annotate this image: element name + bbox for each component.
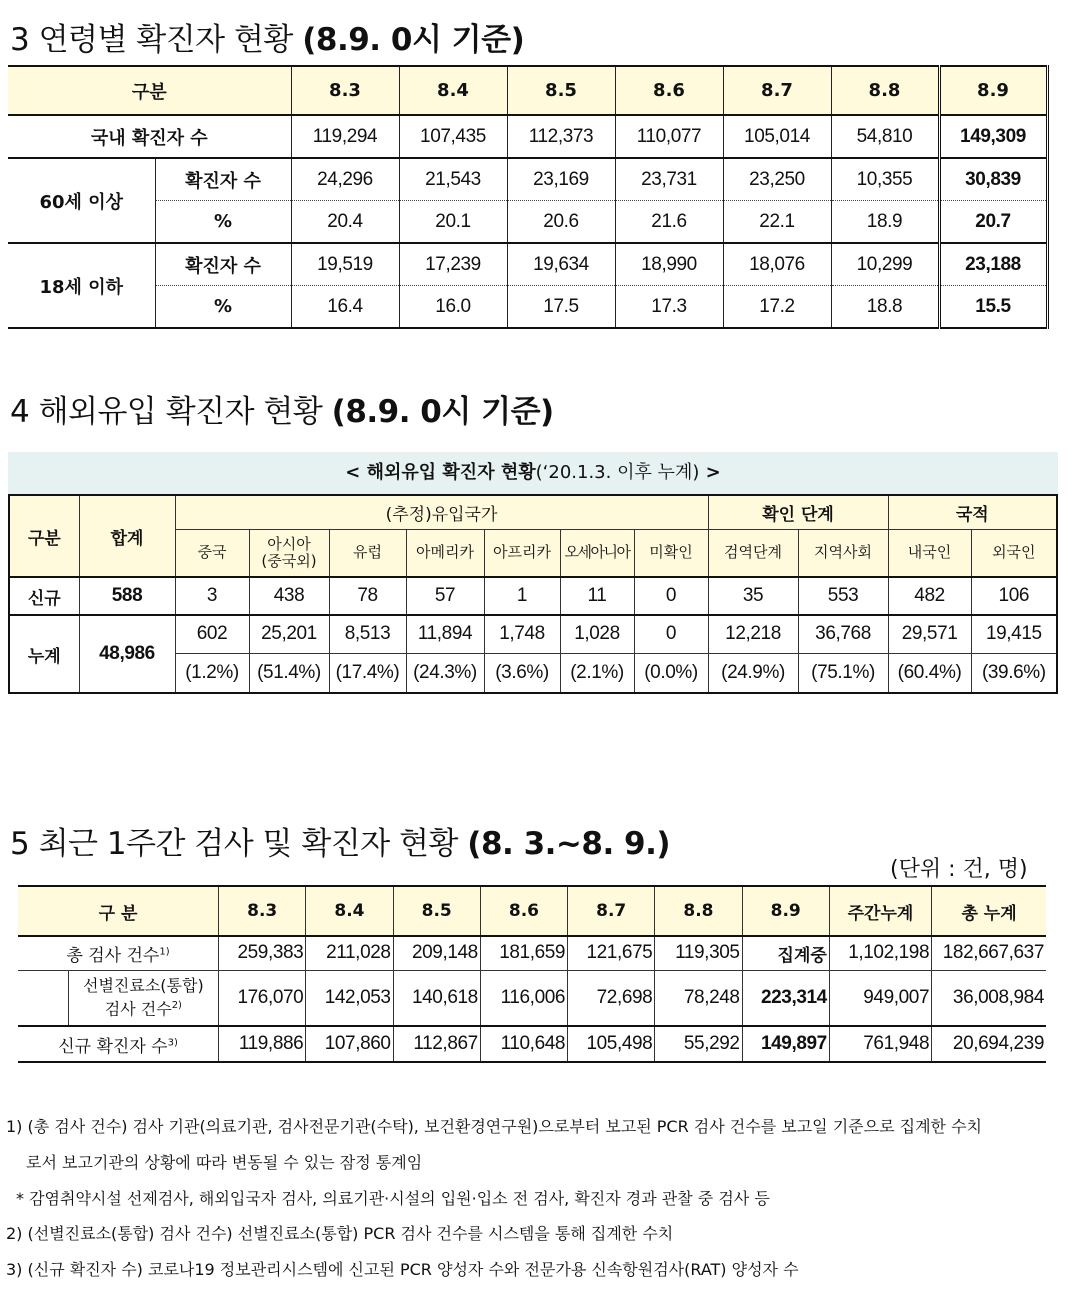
col-foreigner: 외국인 [971,529,1057,577]
col-date: 8.5 [393,886,480,936]
cell: 761,948 [829,1026,931,1062]
table-row [9,577,1057,615]
col-unknown: 미확인 [634,529,708,577]
cell: (51.4%) [249,653,329,693]
table-row [8,201,1047,244]
cell: 949,007 [829,970,931,1026]
cell: 22.1 [723,201,831,244]
col-america: 아메리카 [406,529,484,577]
cell: 149,897 [742,1026,829,1062]
row-label: 신규 [9,577,79,615]
col-date: 8.8 [655,886,742,936]
table-row [8,158,1047,201]
cell: 17,239 [399,243,507,286]
col-date: 8.9 [742,886,829,936]
cell: 16.4 [291,286,399,329]
cell: 1 [484,577,560,615]
imported-table-caption: < 해외유입 확진자 현황(‘20.1.3. 이후 누계) > [8,452,1058,494]
col-date: 8.4 [399,66,507,115]
age-confirmed-table [8,65,1049,329]
cell: 3 [175,577,249,615]
cell: 18,076 [723,243,831,286]
cell: 17.2 [723,286,831,329]
cell: 19,415 [971,615,1057,653]
cell: 36,768 [798,615,888,653]
col-oceania: 오세아니아 [560,529,634,577]
footnote-1: 1) (총 검사 건수) 검사 기관(의료기관, 검사전문기관(수탁), 보건환경연구원)으로부터 보고된 PCR 검사 건수를 보고일 기준으로 집계한 수치 [6,1117,982,1136]
cell: 107,860 [306,1026,393,1062]
cell: 집계중 [742,936,829,970]
col-date: 8.5 [507,66,615,115]
cell: 19,519 [291,243,399,286]
cell: 21.6 [615,201,723,244]
row-label: 신규 확진자 수$^{3)}$ [18,1026,219,1062]
cell: 8,513 [329,615,406,653]
cell: 107,435 [399,115,507,158]
cell: 1,028 [560,615,634,653]
cell: (60.4%) [888,653,971,693]
cell: 1,748 [484,615,560,653]
cell: 112,867 [393,1026,480,1062]
cell: 116,006 [480,970,567,1026]
cell: 0 [634,577,708,615]
col-stage-group: 확인 단계 [708,495,888,529]
cell: (2.1%) [560,653,634,693]
cell: 11 [560,577,634,615]
col-date: 8.3 [219,886,306,936]
header-row [18,886,1046,936]
col-nation-group: 국적 [888,495,1057,529]
row-label: 확진자 수 [155,243,291,286]
cell: 211,028 [306,936,393,970]
table-row [18,970,1046,1026]
cell: 18.9 [831,201,939,244]
cell: 55,292 [655,1026,742,1062]
row-label: 국내 확진자 수 [8,115,291,158]
col-date: 8.7 [723,66,831,115]
cell: 20.7 [939,201,1047,244]
cell: 20,694,239 [932,1026,1046,1062]
row-group-label: 18세 이하 [8,243,155,328]
cell: 16.0 [399,286,507,329]
cell: 209,148 [393,936,480,970]
row-label: 총 검사 건수$^{1)}$ [18,936,219,970]
cell: 17.5 [507,286,615,329]
cell: 35 [708,577,798,615]
table-row [8,286,1047,329]
cell: (24.3%) [406,653,484,693]
col-total: 총 누계 [932,886,1046,936]
col-europe: 유럽 [329,529,406,577]
imported-cases-table [8,494,1058,694]
cell: 140,618 [393,970,480,1026]
cell: 142,053 [306,970,393,1026]
col-korean: 내국인 [888,529,971,577]
cell: (1.2%) [175,653,249,693]
cell: 18.8 [831,286,939,329]
table-row [18,936,1046,970]
cell: 57 [406,577,484,615]
cell: (17.4%) [329,653,406,693]
col-origin-group: (추정)유입국가 [175,495,708,529]
col-gubun: 구분 [9,495,79,577]
cell: 110,077 [615,115,723,158]
col-total: 합계 [79,495,175,577]
cell: 54,810 [831,115,939,158]
section4-title: 4 해외유입 확진자 현황 (8.9. 0시 기준) [10,394,554,430]
table-row [8,115,1047,158]
col-date: 8.6 [480,886,567,936]
cell: 11,894 [406,615,484,653]
col-community: 지역사회 [798,529,888,577]
cell: 119,886 [219,1026,306,1062]
cell: 30,839 [939,158,1047,201]
table-row [8,243,1047,286]
cell: 482 [888,577,971,615]
cell: 72,698 [568,970,655,1026]
row-label: % [155,201,291,244]
cell: 105,014 [723,115,831,158]
col-china: 중국 [175,529,249,577]
row-label: 누계 [9,615,79,693]
cell: 20.6 [507,201,615,244]
col-weekly: 주간누계 [829,886,931,936]
cell: (3.6%) [484,653,560,693]
cell: 23,250 [723,158,831,201]
cell: (0.0%) [634,653,708,693]
cell: 36,008,984 [932,970,1046,1026]
cell: 259,383 [219,936,306,970]
cell: 149,309 [939,115,1047,158]
row-group-label: 60세 이상 [8,158,155,243]
cell: 112,373 [507,115,615,158]
cell: 0 [634,615,708,653]
cell: 176,070 [219,970,306,1026]
cell: (39.6%) [971,653,1057,693]
cell: 24,296 [291,158,399,201]
cell: 223,314 [742,970,829,1026]
table-row [9,615,1057,653]
row-label: 선별진료소(통합) 검사 건수$^{2)}$ [68,970,218,1026]
cell: 602 [175,615,249,653]
cell: (75.1%) [798,653,888,693]
cell: 1,102,198 [829,936,931,970]
cell: 10,355 [831,158,939,201]
cell: 25,201 [249,615,329,653]
cell: 110,648 [480,1026,567,1062]
col-asia: 아시아 (중국외) [249,529,329,577]
cell: 17.3 [615,286,723,329]
col-africa: 아프리카 [484,529,560,577]
cell: (24.9%) [708,653,798,693]
cell: 119,294 [291,115,399,158]
cell: 21,543 [399,158,507,201]
col-date: 8.6 [615,66,723,115]
col-gubun: 구분 [8,66,291,115]
cell: 78,248 [655,970,742,1026]
cell: 23,188 [939,243,1047,286]
cell: 20.4 [291,201,399,244]
cell: 18,990 [615,243,723,286]
table-row [18,1026,1046,1062]
cell: 19,634 [507,243,615,286]
footnote-star: * 감염취약시설 선제검사, 해외입국자 검사, 의료기관·시설의 입원·입소 전 검사, 확진자 경과 관찰 중 검사 등 [16,1189,770,1208]
weekly-test-table [18,885,1046,1063]
footnote-3: 3) (신규 확진자 수) 코로나19 정보관리시스템에 신고된 PCR 양성자 수와 전문가용 신속항원검사(RAT) 양성자 수 [6,1260,799,1279]
col-quarantine: 검역단계 [708,529,798,577]
col-date: 8.7 [568,886,655,936]
cell: 106 [971,577,1057,615]
unit-label: (단위 : 건, 명) [890,857,1028,882]
indent-cell [18,970,68,1026]
row-label: % [155,286,291,329]
cell: 105,498 [568,1026,655,1062]
cell: 182,667,637 [932,936,1046,970]
cell: 48,986 [79,615,175,693]
col-date: 8.8 [831,66,939,115]
header-row [8,66,1047,115]
col-gubun: 구 분 [18,886,219,936]
cell: 121,675 [568,936,655,970]
cell: 181,659 [480,936,567,970]
section3-title: 3 연령별 확진자 현황 (8.9. 0시 기준) [10,22,525,58]
cell: 23,731 [615,158,723,201]
col-date: 8.3 [291,66,399,115]
footnote-1-cont: 로서 보고기관의 상황에 따라 변동될 수 있는 잠정 통계임 [26,1153,423,1172]
cell: 78 [329,577,406,615]
cell: 119,305 [655,936,742,970]
section5-title: 5 최근 1주간 검사 및 확진자 현황 (8. 3.~8. 9.) [10,826,671,862]
cell: 23,169 [507,158,615,201]
footnote-2: 2) (선별진료소(통합) 검사 건수) 선별진료소(통합) PCR 검사 건수를 시스템을 통해 집계한 수치 [6,1224,674,1243]
cell: 438 [249,577,329,615]
row-label: 확진자 수 [155,158,291,201]
cell: 15.5 [939,286,1047,329]
cell: 553 [798,577,888,615]
cell: 20.1 [399,201,507,244]
col-date: 8.4 [306,886,393,936]
cell: 29,571 [888,615,971,653]
cell: 588 [79,577,175,615]
cell: 12,218 [708,615,798,653]
header-row [9,495,1057,529]
col-date-latest: 8.9 [939,66,1047,115]
cell: 10,299 [831,243,939,286]
